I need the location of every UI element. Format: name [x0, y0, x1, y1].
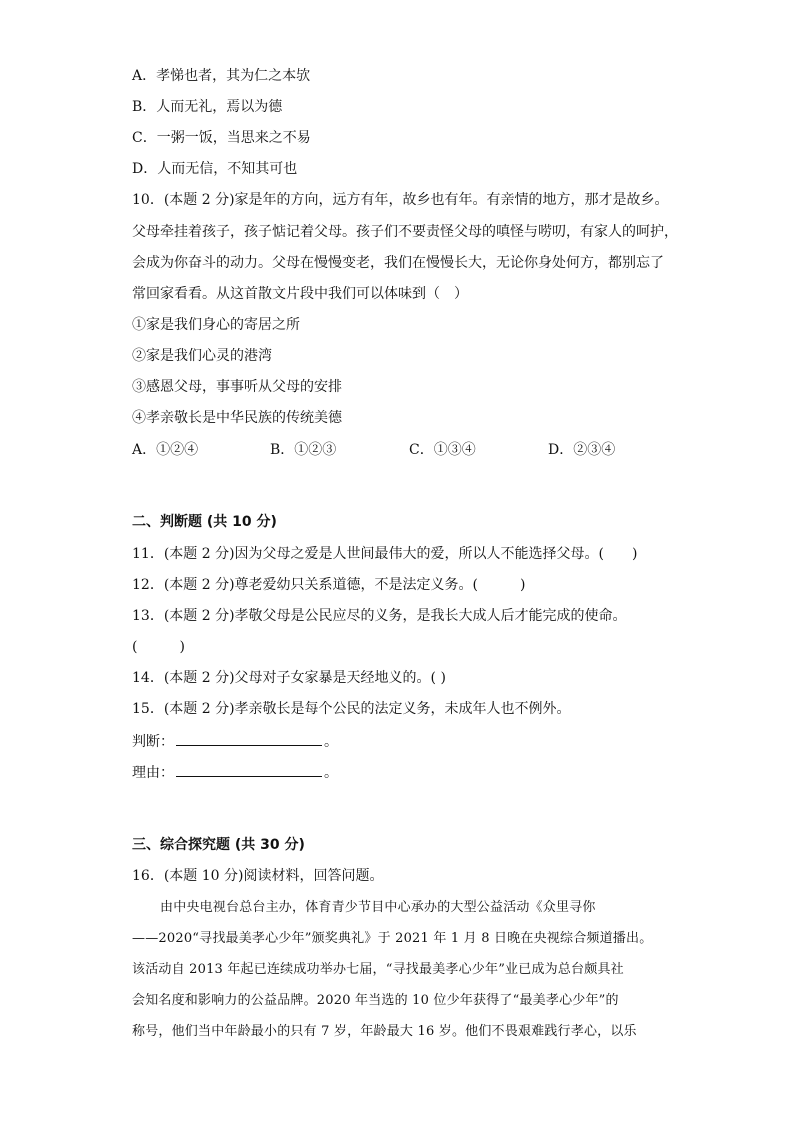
q10-statement-2: ②家是我们心灵的港湾: [132, 348, 272, 364]
q10-choice-a: A．①②④: [132, 442, 199, 458]
question-13: 13．(本题 2 分)孝敬父母是公民应尽的义务，是我长大成人后才能完成的使命。: [132, 608, 627, 624]
q9-option-c: C．一粥一饭，当思来之不易: [132, 130, 311, 146]
question-12: 12．(本题 2 分)尊老爱幼只关系道德，不是法定义务。( ): [132, 577, 526, 593]
reason-answer-row: [132, 762, 338, 783]
question-16: 16．(本题 10 分)阅读材料，回答问题。: [132, 868, 384, 884]
judge-end-mark: 。: [324, 734, 338, 750]
q10-statement-1: ①家是我们身心的寄居之所: [132, 317, 300, 333]
reason-end-mark: 。: [324, 765, 338, 781]
passage-line: 称号，他们当中年龄最小的只有 7 岁，年龄最大 16 岁。他们不畏艰难践行孝心，以乐: [132, 1024, 637, 1039]
q10-statement-3: ③感恩父母，事事听从父母的安排: [132, 379, 342, 395]
q10-text-line: 会成为你奋斗的动力。父母在慢慢变老，我们在慢慢长大，无论你身处何方，都别忘了: [132, 255, 664, 271]
judge-answer-row: [132, 731, 338, 752]
q10-choice-d: D．②③④: [548, 442, 616, 458]
section2-title: 二、判断题 (共 10 分): [132, 514, 277, 530]
passage-line: 会知名度和影响力的公益品牌。2020 年当选的 10 位少年获得了“最美孝心少年”的: [132, 993, 619, 1008]
q9-option-b: B．人而无礼，焉以为德: [132, 99, 283, 115]
judge-label: 判断：: [132, 734, 174, 750]
passage-line: ——2020“寻找最美孝心少年”颁奖典礼》于 2021 年 1 月 8 日晚在央视综合频道播出。: [132, 931, 653, 946]
reason-label: 理由：: [132, 765, 174, 781]
q10-text-line: 10．(本题 2 分)家是年的方向，远方有年，故乡也有年。有亲情的地方，那才是故乡。: [132, 192, 669, 208]
section3-title: 三、综合探究题 (共 30 分): [132, 837, 305, 853]
q10-text-line: 常回家看看。从这首散文片段中我们可以体味到（ ）: [132, 286, 468, 302]
reason-blank[interactable]: [176, 762, 322, 777]
question-13-answer-paren: ( ): [132, 639, 185, 655]
question-15: 15．(本题 2 分)孝亲敬长是每个公民的法定义务，未成年人也不例外。: [132, 701, 571, 717]
passage-line: 由中央电视台总台主办，体育青少节目中心承办的大型公益活动《众里寻你: [160, 900, 596, 915]
q9-option-a: A．孝悌也者，其为仁之本欤: [132, 68, 311, 84]
judge-blank[interactable]: [176, 731, 322, 746]
passage-line: 该活动自 2013 年起已连续成功举办七届，“寻找最美孝心少年”业已成为总台颇具社: [132, 962, 624, 977]
q10-text-line: 父母牵挂着孩子，孩子惦记着父母。孩子们不要责怪父母的嗔怪与唠叨，有家人的呵护，: [132, 224, 678, 240]
q10-statement-4: ④孝亲敬长是中华民族的传统美德: [132, 410, 342, 426]
q9-option-d: D．人而无信，不知其可也: [132, 161, 298, 177]
q10-choice-c: C．①③④: [409, 442, 476, 458]
q10-choice-b: B．①②③: [270, 442, 337, 458]
question-14: 14．(本题 2 分)父母对子女家暴是天经地义的。( ): [132, 670, 446, 686]
question-11: 11．(本题 2 分)因为父母之爱是人世间最伟大的爱，所以人不能选择父母。( ): [132, 546, 638, 562]
